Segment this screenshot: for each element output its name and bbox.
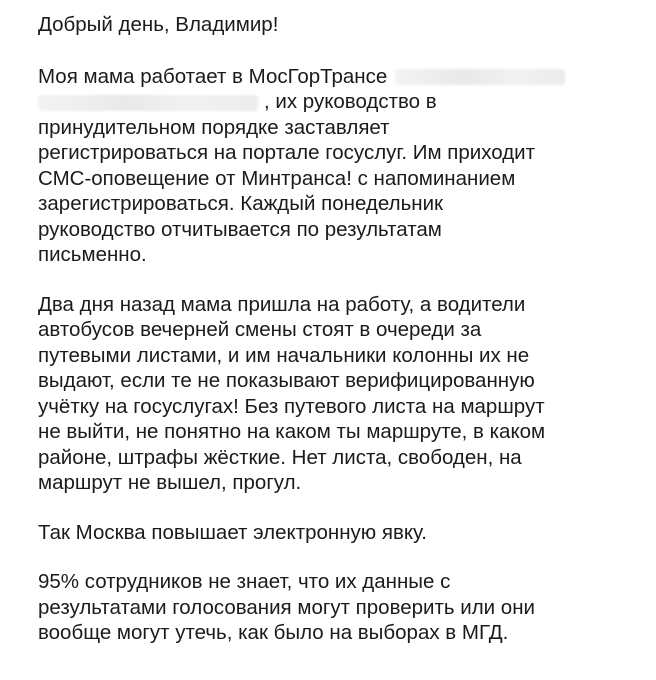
message-body	[38, 12, 638, 670]
redacted-text	[395, 69, 565, 85]
redacted-text	[38, 95, 258, 111]
paragraph-1-line-2-suffix: , их руководство в	[264, 90, 437, 113]
paragraph-1-line-1: Моя мама работает в МосГорТрансе	[38, 64, 388, 88]
paragraph-3: Так Москва повышает электронную явку.	[38, 520, 427, 544]
greeting: Добрый день, Владимир!	[38, 13, 279, 36]
paragraph-4: 95% сотрудников не знает, что их данные с результатами голосования могут проверить или они вообще могут утечь, как было на выборах в МГД.	[38, 570, 535, 644]
paragraph-1-rest: принудительном порядке заставляет регистрироваться на портале госуслуг. Им приходит СМС-оповещение от Минтранса! с напоминанием зарегистрироваться. Каждый понедельник руководство отчитывается по результатам письменно.	[38, 115, 536, 266]
paragraph-2: Два дня назад мама пришла на работу, а водители автобусов вечерней смены стоят в очереди за путевыми листами, и им начальники колонны их не выдают, если те не показывают верифицированную учётку на госуслугах! Без путевого листа на маршрут не выйти, не понятно на каком ты маршруте, в каком районе, штрафы жёсткие. Нет листа, свободен, на маршрут не вышел, прогул.	[38, 292, 546, 494]
paragraph-1	[38, 64, 638, 268]
